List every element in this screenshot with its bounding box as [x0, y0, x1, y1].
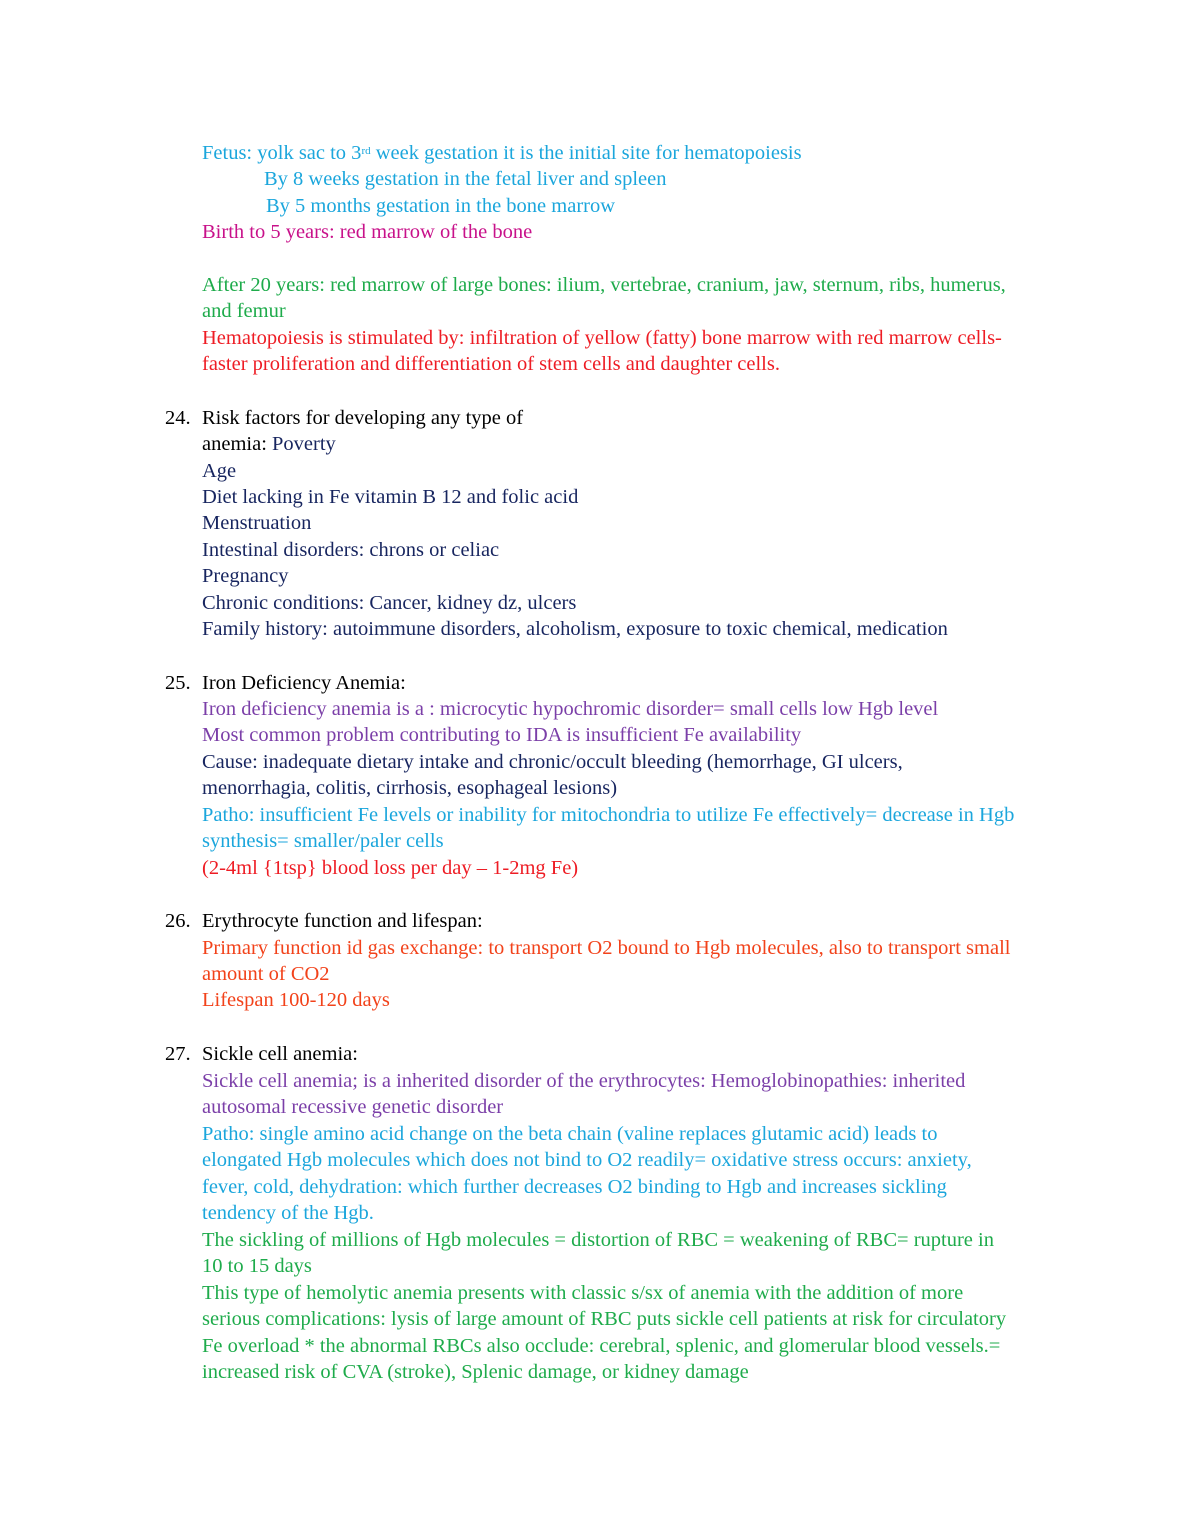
complications-line-1: This type of hemolytic anemia presents with classic s/sx of anemia with the addition of more [202, 1282, 964, 1304]
ida-patho-line-1: Patho: insufficient Fe levels or inability for mitochondria to utilize Fe effectively= decrease in Hgb [202, 804, 1015, 826]
fetus-text-post: week gestation it is the initial site for hematopoiesis [370, 142, 802, 164]
ida-definition: Iron deficiency anemia is a : microcytic hypochromic disorder= small cells low Hgb level [202, 698, 939, 720]
sickle-definition-line-1: Sickle cell anemia; is a inherited disorder of the erythrocytes: Hemoglobinopathies: inherited [202, 1070, 966, 1092]
after-20-line-1: After 20 years: red marrow of large bones: ilium, vertebrae, cranium, jaw, sternum, ribs, humerus, [202, 274, 1006, 296]
erythrocyte-lifespan: Lifespan 100-120 days [202, 989, 390, 1011]
risk-factor-item: Menstruation [202, 512, 312, 534]
sickle-patho-line-3: fever, cold, dehydration: which further decreases O2 binding to Hgb and increases sickling [202, 1176, 947, 1198]
sickling-line-2: 10 to 15 days [202, 1255, 312, 1277]
anemia-label: anemia: [202, 433, 273, 455]
risk-factor-item: Chronic conditions: Cancer, kidney dz, ulcers [202, 592, 577, 614]
risk-factor-item: Poverty [272, 433, 336, 455]
ida-blood-loss: (2-4ml {1tsp} blood loss per day – 1-2mg Fe) [202, 857, 579, 879]
risk-factor-item: Diet lacking in Fe vitamin B 12 and folic acid [202, 486, 579, 508]
sickle-patho-line-2: elongated Hgb molecules which does not bind to O2 readily= oxidative stress occurs: anxiety, [202, 1149, 972, 1171]
fetus-superscript: rd [361, 145, 371, 157]
after-20-line-2: and femur [202, 300, 286, 322]
item-24-number: 24. [165, 407, 191, 429]
item-26-number: 26. [165, 910, 191, 932]
item-26-title: Erythrocyte function and lifespan: [202, 910, 483, 932]
sickling-line-1: The sickling of millions of Hgb molecules = distortion of RBC = weakening of RBC= rupture in [202, 1229, 994, 1251]
erythrocyte-function-line-1: Primary function id gas exchange: to transport O2 bound to Hgb molecules, also to transport small [202, 937, 1011, 959]
by-5-months-line: By 5 months gestation in the bone marrow [266, 195, 616, 217]
ida-cause-line-1: Cause: inadequate dietary intake and chronic/occult bleeding (hemorrhage, GI ulcers, [202, 751, 903, 773]
ida-patho-line-2: synthesis= smaller/paler cells [202, 830, 444, 852]
ida-cause-line-2: menorrhagia, colitis, cirrhosis, esophageal lesions) [202, 777, 618, 799]
erythrocyte-function-line-2: amount of CO2 [202, 963, 330, 985]
sickle-patho-line-4: tendency of the Hgb. [202, 1202, 374, 1224]
complications-line-2: serious complications: lysis of large amount of RBC puts sickle cell patients at risk for circulatory [202, 1308, 1007, 1330]
stimulated-line-1: Hematopoiesis is stimulated by: infiltration of yellow (fatty) bone marrow with red marrow cells- [202, 327, 1002, 349]
risk-factor-item: Intestinal disorders: chrons or celiac [202, 539, 500, 561]
stimulated-line-2: faster proliferation and differentiation of stem cells and daughter cells. [202, 353, 780, 375]
complications-line-4: increased risk of CVA (stroke), Splenic damage, or kidney damage [202, 1361, 749, 1383]
risk-factor-line [202, 431, 336, 457]
risk-factor-item: Pregnancy [202, 565, 289, 587]
ida-common-problem: Most common problem contributing to IDA is insufficient Fe availability [202, 724, 802, 746]
item-27-title: Sickle cell anemia: [202, 1043, 358, 1065]
fetus-line [202, 140, 802, 166]
complications-line-3: Fe overload * the abnormal RBCs also occlude: cerebral, splenic, and glomerular blood vessels.= [202, 1335, 1001, 1357]
item-25-number: 25. [165, 672, 191, 694]
item-27-number: 27. [165, 1043, 191, 1065]
sickle-patho-line-1: Patho: single amino acid change on the beta chain (valine replaces glutamic acid) leads to [202, 1123, 938, 1145]
sickle-definition-line-2: autosomal recessive genetic disorder [202, 1096, 504, 1118]
item-25-title: Iron Deficiency Anemia: [202, 672, 406, 694]
birth-line: Birth to 5 years: red marrow of the bone [202, 221, 533, 243]
risk-factor-item: Family history: autoimmune disorders, alcoholism, exposure to toxic chemical, medication [202, 618, 948, 640]
fetus-text-pre: Fetus: yolk sac to 3 [202, 142, 362, 164]
by-8-weeks-line: By 8 weeks gestation in the fetal liver and spleen [264, 168, 667, 190]
item-24-title: Risk factors for developing any type of [202, 407, 524, 429]
risk-factor-item: Age [202, 460, 237, 482]
